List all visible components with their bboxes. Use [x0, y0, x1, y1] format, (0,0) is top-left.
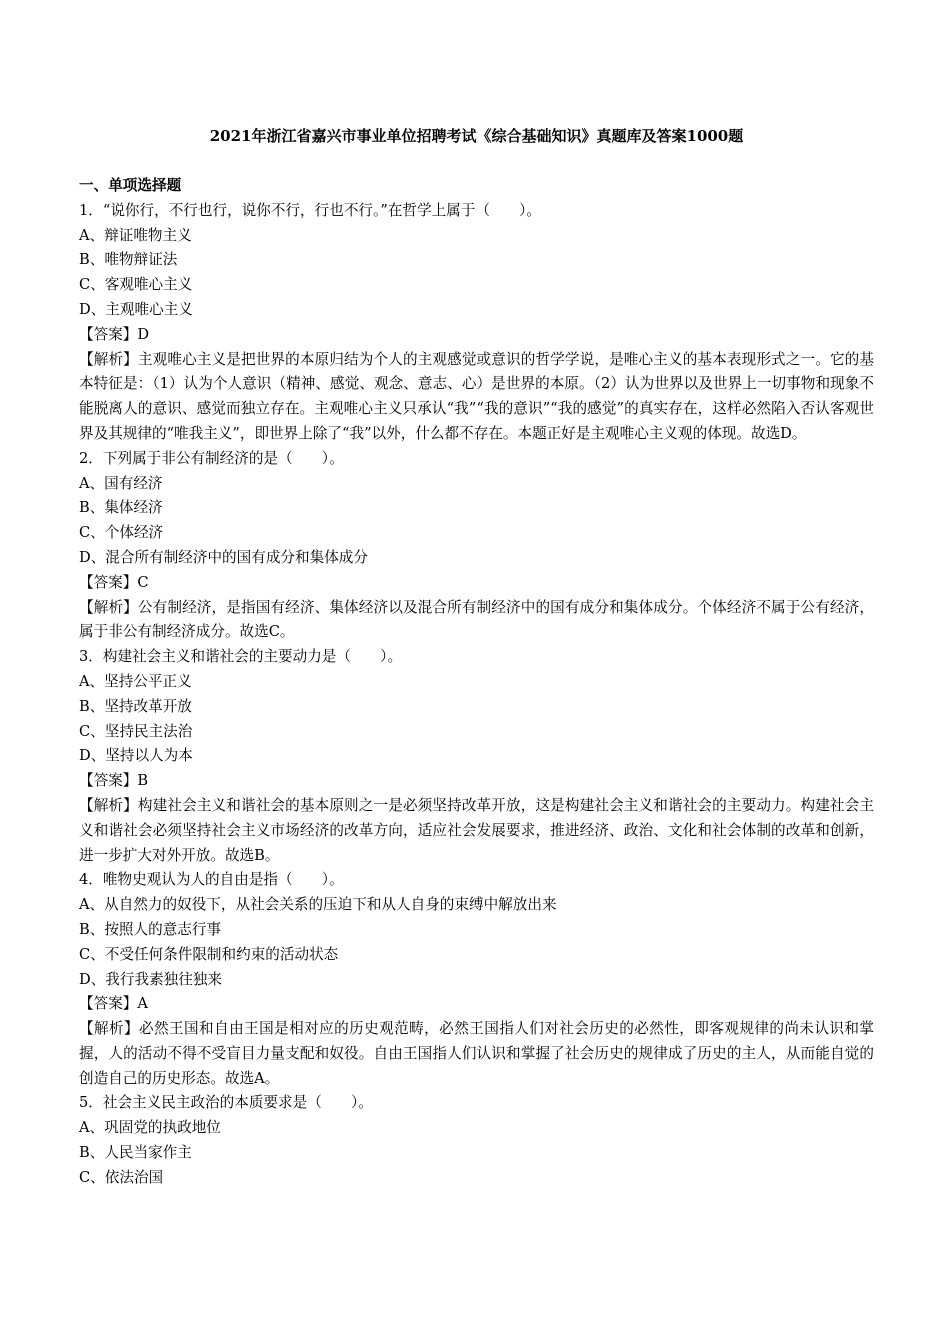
question-stem: 4．唯物史观认为人的自由是指（ ）。: [79, 871, 344, 889]
section-heading: 一、单项选择题: [79, 177, 182, 194]
question-stem: 5．社会主义民主政治的本质要求是（ ）。: [79, 1094, 373, 1112]
option-d: D、我行我素独往独来: [79, 970, 223, 988]
answer: 【答案】B: [79, 772, 149, 790]
option-c: C、坚持民主法治: [79, 722, 193, 740]
question-stem: 3．构建社会主义和谐社会的主要动力是（ ）。: [79, 648, 403, 666]
analysis: 【解析】构建社会主义和谐社会的基本原则之一是必须坚持改革开放，这是构建社会主义和谐社会的主要动力。构建社会主义和谐社会必须坚持社会主义市场经济的改革方向，适应社会发展要求，推进经济、政治、文化和社会体制的改革和创新，进一步扩大对外开放。故选B。: [79, 796, 874, 864]
analysis: 【解析】必然王国和自由王国是相对应的历史观范畴，必然王国指人们对社会历史的必然性，即客观规律的尚未认识和掌握，人的活动不得不受盲目力量支配和奴役。自由王国指人们认识和掌握了社会历史的规律成了历史的主人，从而能自觉的创造自己的历史形态。故选A。: [79, 1020, 874, 1087]
option-c: C、依法治国: [79, 1168, 164, 1186]
option-d: D、主观唯心主义: [79, 300, 193, 318]
option-c: C、不受任何条件限制和约束的活动状态: [79, 945, 339, 963]
answer: 【答案】A: [79, 995, 148, 1013]
option-b: B、集体经济: [79, 499, 163, 517]
document-title: 2021年浙江省嘉兴市事业单位招聘考试《综合基础知识》真题库及答案1000题: [209, 127, 744, 145]
answer: 【答案】C: [79, 573, 149, 591]
option-a: A、从自然力的奴役下，从社会关系的压迫下和从人自身的束缚中解放出来: [79, 896, 557, 914]
analysis: 【解析】主观唯心主义是把世界的本原归结为个人的主观感觉或意识的哲学学说，是唯心主义的基本表现形式之一。它的基本特征是：（1）认为个人意识（精神、感觉、观念、意志、心）是世界的本原。（2）认为世界以及世界上一切事物和现象不能脱离人的意识、感觉而独立存在。主观唯心主义只承认“我”“我的意识”“我的感觉”的真实存在，这样必然陷入否认客观世界及其规律的“唯我主义”，即世界上除了“我”以外，什么都不存在。本题正好是主观唯心主义观的体现。故选D。: [79, 350, 874, 442]
option-b: B、唯物辩证法: [79, 251, 178, 269]
question-block: [79, 447, 874, 645]
option-c: C、个体经济: [79, 524, 164, 542]
question-block: [79, 1091, 874, 1190]
question-block: [79, 645, 874, 868]
option-b: B、按照人的意志行事: [79, 920, 222, 938]
question-stem: 2．下列属于非公有制经济的是（ ）。: [79, 449, 344, 467]
option-a: A、国有经济: [79, 474, 163, 492]
option-a: A、坚持公平正义: [79, 672, 192, 690]
option-b: B、人民当家作主: [79, 1144, 192, 1162]
analysis: 【解析】公有制经济，是指国有经济、集体经济以及混合所有制经济中的国有成分和集体成分。个体经济不属于公有经济，属于非公有制经济成分。故选C。: [79, 598, 874, 641]
option-d: D、坚持以人为本: [79, 747, 193, 765]
question-block: [79, 199, 874, 447]
option-a: A、巩固党的执政地位: [79, 1119, 221, 1137]
question-block: [79, 868, 874, 1091]
answer: 【答案】D: [79, 325, 150, 343]
option-a: A、辩证唯物主义: [79, 226, 192, 244]
question-stem: 1．“说你行，不行也行，说你不行，行也不行。”在哲学上属于（ ）。: [79, 201, 542, 219]
option-c: C、客观唯心主义: [79, 276, 193, 294]
option-d: D、混合所有制经济中的国有成分和集体成分: [79, 548, 368, 566]
option-b: B、坚持改革开放: [79, 697, 192, 715]
